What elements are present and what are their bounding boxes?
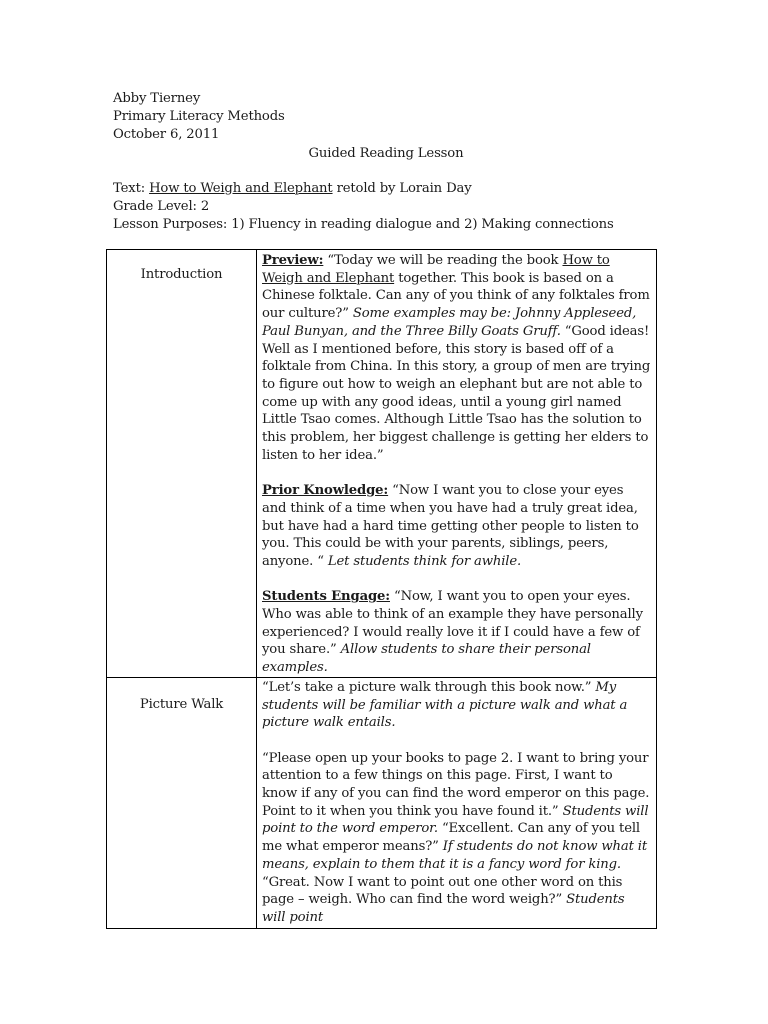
picture-walk-note: My students will be familiar with a picture walk and what a picture walk entails. — [262, 679, 628, 731]
row-label: Introduction — [107, 250, 257, 678]
spacer — [113, 163, 673, 180]
picture-walk-text: “Let’s take a picture walk through this book now.” — [262, 679, 596, 695]
book-title: How to Weigh and Elephant — [149, 181, 333, 196]
picture-walk-note: If students do not know what it means, explain to them that it is a fancy word for king. — [262, 839, 648, 872]
table-row-introduction — [107, 250, 657, 678]
preview-text: together. This book is based on a Chinese folktale. Can any of you think of any folktales from our culture?” — [262, 270, 650, 322]
picture-walk-text: “Great. Now I want to point out one other word on this page – weigh. Who can find the word weigh?” — [262, 874, 623, 908]
picture-walk-text: “Excellent. Can any of you tell me what emperor means?” — [262, 821, 640, 855]
course-name: Primary Literacy Methods — [113, 109, 285, 124]
preview-book-title: How to Weigh and Elephant — [262, 253, 610, 286]
picture-walk-note: Students will point to the word emperor. — [262, 803, 649, 837]
preview-heading: Preview: — [262, 253, 324, 268]
students-engage-text: “Now, I want you to open your eyes. Who was able to think of an example they have personally experienced? I would really love it if I could have a few of you share.” — [262, 589, 643, 658]
picture-walk-note: Students will point — [262, 892, 625, 925]
students-engage-paragraph — [262, 588, 651, 677]
retold-by: retold by Lorain Day — [332, 181, 472, 196]
row-content — [257, 677, 657, 928]
lesson-table — [106, 249, 657, 929]
prior-knowledge-text: “Now I want you to close your eyes and think of a time when you have had a truly great idea, but have had a hard time getting other people to listen to you. This could be with your parents, siblings, peers, anyone. “ — [262, 483, 639, 569]
students-engage-heading: Students Engage: — [262, 589, 390, 605]
prior-knowledge-heading: Prior Knowledge: — [262, 483, 389, 499]
preview-text: “Today we will be reading the book — [323, 253, 563, 268]
students-engage-note: Allow students to share their personal examples. — [262, 642, 591, 676]
author-name: Abby Tierney — [113, 91, 201, 106]
table-row-picture-walk — [107, 677, 657, 928]
lesson-header — [113, 90, 673, 234]
preview-text: “Good ideas! Well as I mentioned before, this story is based off of a folktale from China. In this story, a group of men are trying to figure out how to weigh an elephant but are not able to come up with any good ideas, until a young girl named Little Tsao comes. Although Little Tsao has the solution to this problem, her biggest challenge is getting her elders to listen to her idea.” — [262, 323, 651, 463]
document-date: October 6, 2011 — [113, 127, 220, 142]
preview-paragraph — [262, 252, 651, 464]
picture-walk-text: “Please open up your books to page 2. I want to bring your attention to a few things on this page. First, I want to know if any of you can find the word emperor on this page. Point to it when you think you have found it.” — [262, 750, 650, 819]
text-label: Text: — [113, 181, 150, 196]
row-label: Picture Walk — [107, 677, 257, 928]
text-line — [113, 180, 673, 198]
row-content — [257, 250, 657, 678]
prior-knowledge-paragraph — [262, 482, 651, 571]
picture-walk-page2 — [262, 750, 651, 927]
prior-knowledge-note: Let students think for awhile. — [327, 553, 522, 569]
document-title: Guided Reading Lesson — [308, 146, 464, 161]
lesson-purposes: Lesson Purposes: 1) Fluency in reading dialogue and 2) Making connections — [113, 217, 614, 232]
preview-note: Some examples may be: Johnny Appleseed, Paul Bunyan, and the Three Billy Goats Gruff. — [262, 306, 637, 339]
picture-walk-intro — [262, 679, 651, 732]
grade-level: Grade Level: 2 — [113, 199, 210, 214]
